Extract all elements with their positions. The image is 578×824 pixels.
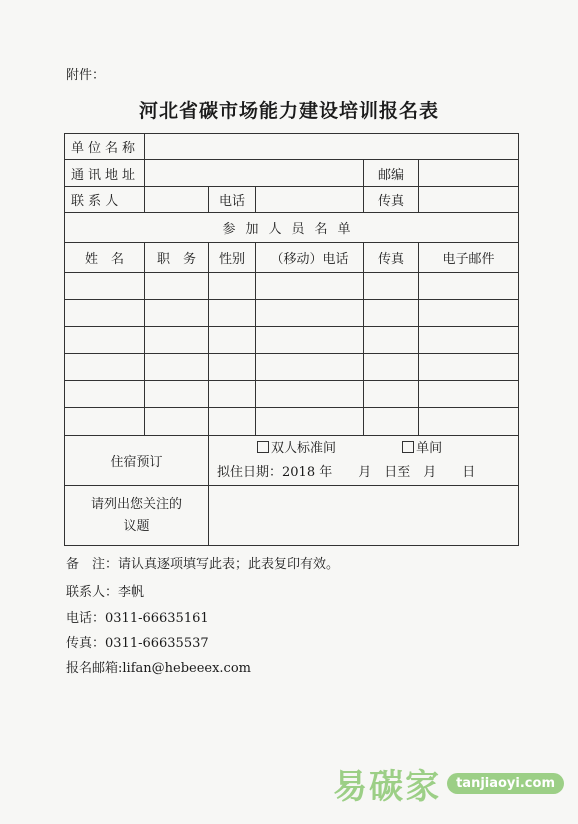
watermark-logo — [333, 759, 564, 808]
name-cell[interactable] — [65, 408, 145, 436]
note-text: 备 注：请认真逐项填写此表；此表复印有效。 — [66, 557, 340, 572]
lodging-label: 住宿预订 — [65, 436, 209, 486]
email-cell[interactable] — [419, 354, 519, 381]
fax-cell[interactable] — [364, 273, 419, 300]
email-cell[interactable] — [419, 273, 519, 300]
position-cell[interactable] — [145, 381, 209, 408]
name-cell[interactable] — [65, 381, 145, 408]
participant-row — [65, 300, 519, 327]
column-header: 姓 名 — [65, 243, 145, 273]
single-room-option[interactable]: 单间 — [402, 441, 442, 456]
double-room-option[interactable]: 双人标准间 — [257, 441, 340, 456]
mobile-cell[interactable] — [256, 300, 364, 327]
column-header: 职 务 — [145, 243, 209, 273]
mobile-cell[interactable] — [256, 354, 364, 381]
name-cell[interactable] — [65, 327, 145, 354]
gender-cell[interactable] — [209, 381, 256, 408]
phone-label: 电话 — [209, 187, 256, 213]
registration-form-table — [64, 133, 519, 546]
column-header: 电子邮件 — [419, 243, 519, 273]
column-header: 传真 — [364, 243, 419, 273]
unit-name-label: 单位名称 — [65, 134, 145, 160]
mobile-cell[interactable] — [256, 273, 364, 300]
participant-row — [65, 273, 519, 300]
watermark-text: 易碳家 — [333, 767, 442, 807]
fax-field[interactable] — [419, 187, 519, 213]
fax-cell[interactable] — [364, 408, 419, 436]
column-header: 性别 — [209, 243, 256, 273]
address-field[interactable] — [145, 160, 364, 187]
unit-name-field[interactable] — [145, 134, 519, 160]
address-label: 通讯地址 — [65, 160, 145, 187]
fax-cell[interactable] — [364, 381, 419, 408]
contact-person: 联系人：李帆 — [66, 585, 145, 600]
fax-cell[interactable] — [364, 300, 419, 327]
participants-heading: 参加人员名单 — [65, 213, 519, 243]
contact-fax: 传真：0311-66635537 — [66, 636, 209, 651]
attachment-label: 附件： — [66, 68, 106, 83]
participant-row — [65, 381, 519, 408]
mobile-cell[interactable] — [256, 408, 364, 436]
participant-row — [65, 354, 519, 381]
position-cell[interactable] — [145, 354, 209, 381]
mobile-cell[interactable] — [256, 381, 364, 408]
topics-label: 请列出您关注的 议题 — [65, 486, 209, 546]
name-cell[interactable] — [65, 300, 145, 327]
email-cell[interactable] — [419, 327, 519, 354]
contact-field[interactable] — [145, 187, 209, 213]
stay-date-line: 拟住日期：2018 年 月 日至 月 日 — [217, 464, 476, 480]
email-cell[interactable] — [419, 408, 519, 436]
position-cell[interactable] — [145, 273, 209, 300]
column-header: （移动）电话 — [256, 243, 364, 273]
position-cell[interactable] — [145, 408, 209, 436]
contact-phone: 电话：0311-66635161 — [66, 611, 209, 626]
fax-cell[interactable] — [364, 354, 419, 381]
mobile-cell[interactable] — [256, 327, 364, 354]
page-title: 河北省碳市场能力建设培训报名表 — [138, 100, 439, 122]
checkbox-icon[interactable] — [402, 441, 414, 453]
participant-row — [65, 327, 519, 354]
email-cell[interactable] — [419, 381, 519, 408]
contact-email: 报名邮箱:lifan@hebeeex.com — [66, 661, 251, 676]
fax-cell[interactable] — [364, 327, 419, 354]
position-cell[interactable] — [145, 300, 209, 327]
gender-cell[interactable] — [209, 273, 256, 300]
topics-field[interactable] — [209, 486, 519, 546]
gender-cell[interactable] — [209, 408, 256, 436]
postcode-label: 邮编 — [364, 160, 419, 187]
gender-cell[interactable] — [209, 354, 256, 381]
contact-label: 联 系 人 — [65, 187, 145, 213]
lodging-options — [209, 436, 519, 486]
position-cell[interactable] — [145, 327, 209, 354]
name-cell[interactable] — [65, 354, 145, 381]
gender-cell[interactable] — [209, 300, 256, 327]
checkbox-icon[interactable] — [257, 441, 269, 453]
participant-row — [65, 408, 519, 436]
phone-field[interactable] — [256, 187, 364, 213]
watermark-url: tanjiaoyi.com — [447, 773, 564, 794]
email-cell[interactable] — [419, 300, 519, 327]
fax-label: 传真 — [364, 187, 419, 213]
gender-cell[interactable] — [209, 327, 256, 354]
name-cell[interactable] — [65, 273, 145, 300]
postcode-field[interactable] — [419, 160, 519, 187]
